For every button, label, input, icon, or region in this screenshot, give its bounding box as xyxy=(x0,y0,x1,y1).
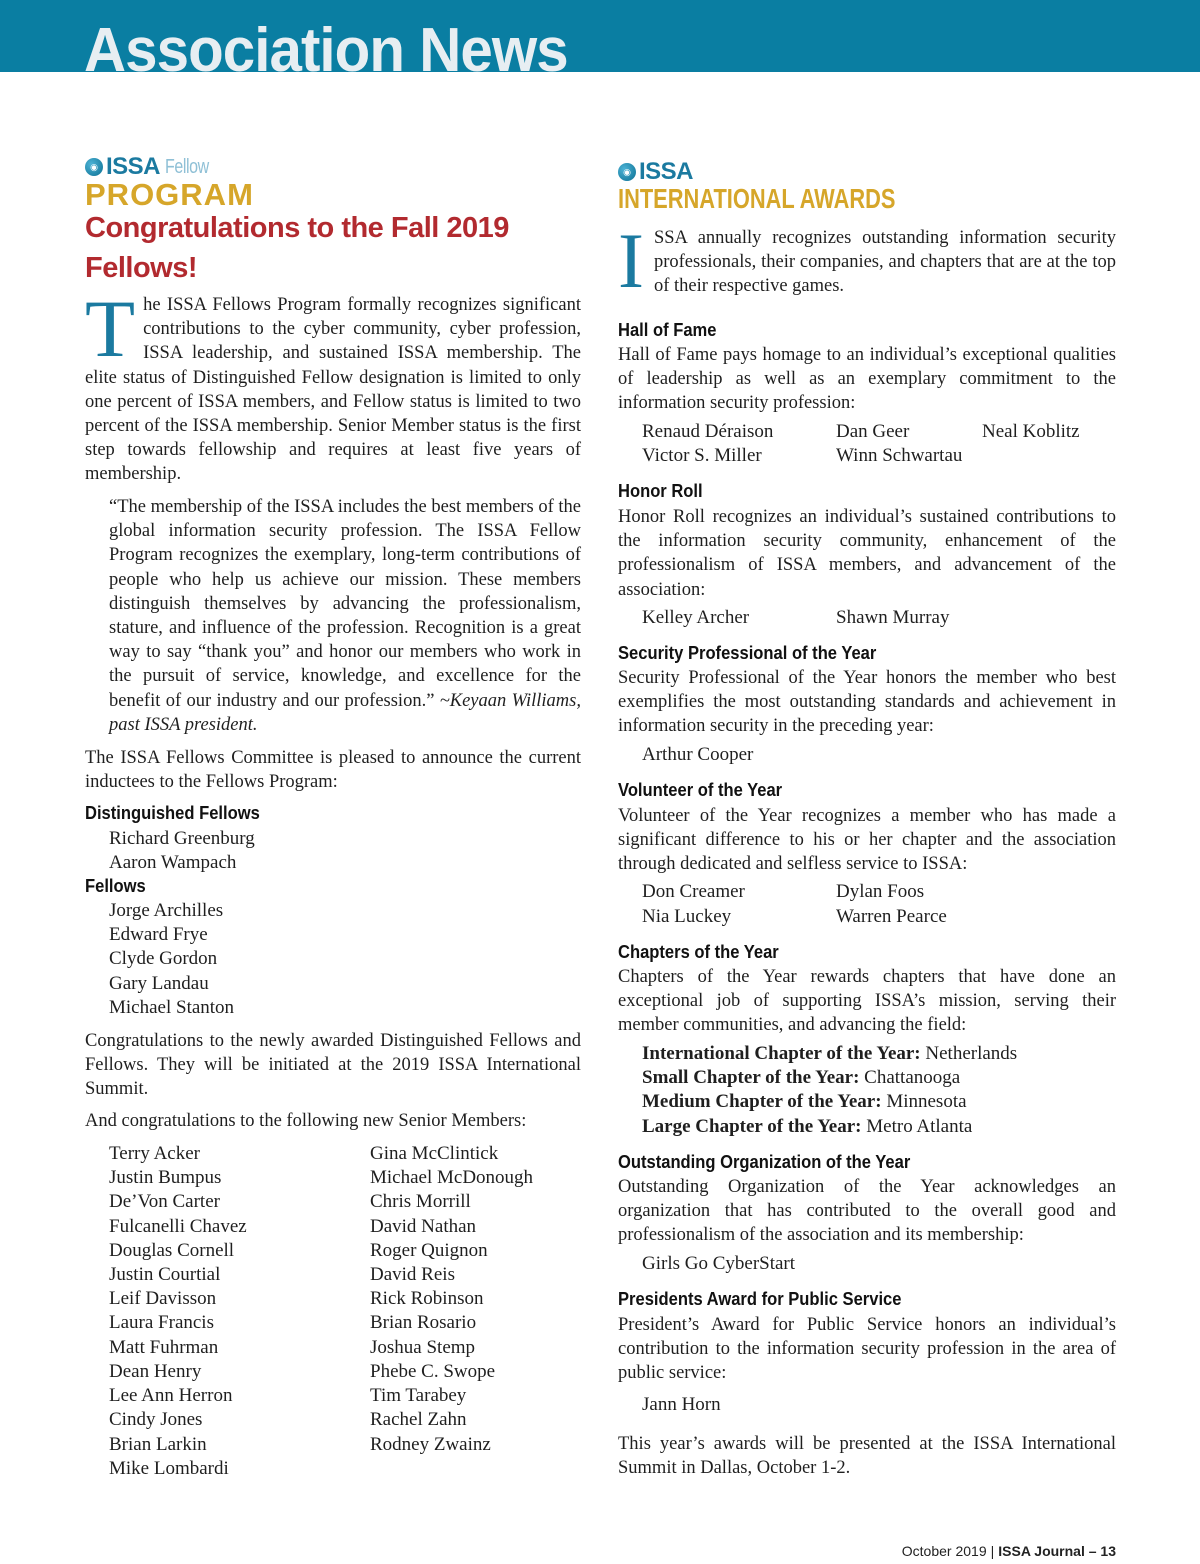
footer-date: October 2019 xyxy=(901,1543,987,1559)
logo-issa-text: ISSA xyxy=(106,153,161,180)
senior-member: Justin Courtial xyxy=(109,1264,221,1285)
chapter-award xyxy=(642,1066,960,1090)
senior-member: David Reis xyxy=(370,1264,455,1285)
intro-paragraph xyxy=(85,283,581,487)
closing-paragraph: This year’s awards will be presented at the ISSA International Summit in Dallas, October 1-2. xyxy=(618,1434,1116,1479)
senior-member: Terry Acker xyxy=(109,1143,200,1164)
page-footer xyxy=(860,1543,1116,1559)
chapters-text: Chapters of the Year rewards chapters that have done an exceptional job of supporting ISSA’s mission, serving their member communities, and advancing the field: xyxy=(618,967,1116,1036)
fellow-name: Gary Landau xyxy=(109,973,209,994)
award-recipient: Kelley Archer xyxy=(642,607,750,628)
logo-program-text: PROGRAM xyxy=(85,177,254,212)
footer-separator: | xyxy=(990,1543,995,1559)
award-recipient: Don Creamer xyxy=(642,881,745,902)
logo-awards-text: INTERNATIONAL AWARDS xyxy=(618,183,896,214)
senior-member: Matt Fuhrman xyxy=(109,1337,219,1358)
awards-intro xyxy=(618,217,1116,304)
senior-member: Douglas Cornell xyxy=(109,1240,235,1261)
senior-member: Fulcanelli Chavez xyxy=(109,1216,247,1237)
award-recipient: Girls Go CyberStart xyxy=(642,1253,796,1274)
chapter-award-value: Chattanooga xyxy=(864,1067,961,1088)
chapter-award-label: International Chapter of the Year: xyxy=(642,1043,921,1064)
award-recipient: Dan Geer xyxy=(836,421,910,442)
award-recipient: Winn Schwartau xyxy=(836,445,963,466)
fellow-name: Michael Stanton xyxy=(109,997,235,1018)
security-professional-heading: Security Professional of the Year xyxy=(618,643,877,663)
chapters-heading: Chapters of the Year xyxy=(618,942,779,962)
senior-member: Dean Henry xyxy=(109,1361,202,1382)
chapter-award-value: Netherlands xyxy=(925,1043,1018,1064)
section-title: Association News xyxy=(84,16,568,72)
chapter-award xyxy=(642,1090,967,1114)
distinguished-fellow: Aaron Wampach xyxy=(109,852,237,873)
presidents-award-heading: Presidents Award for Public Service xyxy=(618,1289,902,1309)
senior-member: Laura Francis xyxy=(109,1312,214,1333)
senior-member: Joshua Stemp xyxy=(370,1337,476,1358)
senior-member: Phebe C. Swope xyxy=(370,1361,496,1382)
globe-icon: ◉ xyxy=(618,163,636,181)
intro-text: he ISSA Fellows Program formally recognizes significant contributions to the cyber community, cyber profession, ISSA leadership, and sustained ISSA membership. The elite status of Distinguished Fellow designation is limited to only one percent of ISSA members, and Fellow status is limited to two percent of the ISSA membership. Senior Member status is the first step towards fellowship and requires at least five years of membership. xyxy=(85,295,581,485)
senior-member: Justin Bumpus xyxy=(109,1167,222,1188)
security-professional-text: Security Professional of the Year honors the member who best exemplifies the most outstanding standards and achievement in information security in the preceding year: xyxy=(618,668,1116,737)
chapter-award-value: Metro Atlanta xyxy=(866,1116,973,1137)
senior-member: Brian Rosario xyxy=(370,1312,477,1333)
award-recipient: Shawn Murray xyxy=(836,607,950,628)
fellow-program-logo xyxy=(85,153,254,212)
chapter-award xyxy=(642,1115,972,1139)
hall-of-fame-text: Hall of Fame pays homage to an individual’s exceptional qualities of leadership as well as an exemplary commitment to the information security profession: xyxy=(618,345,1116,414)
fellow-name: Jorge Archilles xyxy=(109,900,224,921)
chapter-award-value: Minnesota xyxy=(886,1091,967,1112)
distinguished-fellow: Richard Greenburg xyxy=(109,828,255,849)
footer-journal: ISSA Journal – 13 xyxy=(998,1543,1116,1559)
volunteer-text: Volunteer of the Year recognizes a member who has made a significant difference to his or her chapter and the association through dedicated and selfless service to ISSA: xyxy=(618,806,1116,875)
award-recipient: Nia Luckey xyxy=(642,906,732,927)
header-banner xyxy=(0,0,1200,72)
senior-member: Leif Davisson xyxy=(109,1288,217,1309)
quote-attribution: ~Keyaan Williams, past ISSA president. xyxy=(109,690,581,735)
chapter-award-label: Large Chapter of the Year: xyxy=(642,1116,862,1137)
logo-fellow-text: Fellow xyxy=(165,155,209,178)
organization-heading: Outstanding Organization of the Year xyxy=(618,1152,911,1172)
quote-paragraph xyxy=(109,495,581,737)
hall-of-fame-heading: Hall of Fame xyxy=(618,320,717,340)
logo-issa-text: ISSA xyxy=(639,158,694,185)
senior-member: Rick Robinson xyxy=(370,1288,484,1309)
senior-member: De’Von Carter xyxy=(109,1191,220,1212)
quote-text: “The membership of the ISSA includes the best members of the global information security profession. The ISSA Fellow Program recognizes the exemplary, long-term contributions of people who help us achieve our mission. These members distinguish themselves by advancing the professionalism, stature, and influence of the profession. Recognition is a great way to say “thank you” and honor our members who work in the pursuit of service, knowledge, and excellence for the benefit of our industry and our profession.” xyxy=(109,497,581,711)
senior-member: Lee Ann Herron xyxy=(109,1385,233,1406)
distinguished-fellows-heading: Distinguished Fellows xyxy=(85,803,260,823)
chapter-award xyxy=(642,1042,1017,1066)
honor-roll-heading: Honor Roll xyxy=(618,481,703,501)
award-recipient: Jann Horn xyxy=(642,1394,721,1415)
award-recipient: Arthur Cooper xyxy=(642,744,754,765)
fellow-name: Clyde Gordon xyxy=(109,948,218,969)
award-recipient: Renaud Déraison xyxy=(642,421,774,442)
senior-member: Michael McDonough xyxy=(370,1167,534,1188)
senior-member: Tim Tarabey xyxy=(370,1385,467,1406)
volunteer-heading: Volunteer of the Year xyxy=(618,780,783,800)
international-awards-logo xyxy=(618,158,974,215)
senior-member: David Nathan xyxy=(370,1216,477,1237)
senior-member: Mike Lombardi xyxy=(109,1458,229,1479)
chapter-award-label: Medium Chapter of the Year: xyxy=(642,1091,882,1112)
article-headline: Congratulations to the Fall 2019 Fellows! xyxy=(85,212,509,284)
globe-icon: ◉ xyxy=(85,158,103,176)
senior-member: Chris Morrill xyxy=(370,1191,471,1212)
award-recipient: Warren Pearce xyxy=(836,906,947,927)
fellows-heading: Fellows xyxy=(85,876,146,896)
presidents-award-text: President’s Award for Public Service honors an individual’s contribution to the information security profession in the area of public service: xyxy=(618,1315,1116,1384)
senior-member: Rachel Zahn xyxy=(370,1409,467,1430)
senior-member: Brian Larkin xyxy=(109,1434,207,1455)
senior-intro: And congratulations to the following new Senior Members: xyxy=(85,1111,527,1131)
honor-roll-text: Honor Roll recognizes an individual’s sustained contributions to the information security community, enhancement of the professionalism of ISSA members, and advancement of the association: xyxy=(618,507,1116,600)
senior-member: Cindy Jones xyxy=(109,1409,203,1430)
senior-member: Roger Quignon xyxy=(370,1240,488,1261)
fellow-name: Edward Frye xyxy=(109,924,208,945)
drop-cap: T xyxy=(85,283,136,374)
drop-cap: I xyxy=(618,217,644,304)
chapter-award-label: Small Chapter of the Year: xyxy=(642,1067,860,1088)
senior-member: Gina McClintick xyxy=(370,1143,499,1164)
intro-text: SSA annually recognizes outstanding information security professionals, their companies, and chapters that are at the top of their respective games. xyxy=(653,228,1116,297)
award-recipient: Neal Koblitz xyxy=(982,421,1080,442)
organization-text: Outstanding Organization of the Year acknowledges an organization that has contributed to the overall good and professionalism of the association and its membership: xyxy=(618,1177,1116,1246)
senior-member: Rodney Zwainz xyxy=(370,1434,491,1455)
award-recipient: Dylan Foos xyxy=(836,881,925,902)
congrats-paragraph: Congratulations to the newly awarded Distinguished Fellows and Fellows. They will be initiated at the 2019 ISSA International Summit. xyxy=(85,1031,581,1100)
committee-paragraph: The ISSA Fellows Committee is pleased to announce the current inductees to the Fellows Program: xyxy=(85,748,581,793)
award-recipient: Victor S. Miller xyxy=(642,445,762,466)
